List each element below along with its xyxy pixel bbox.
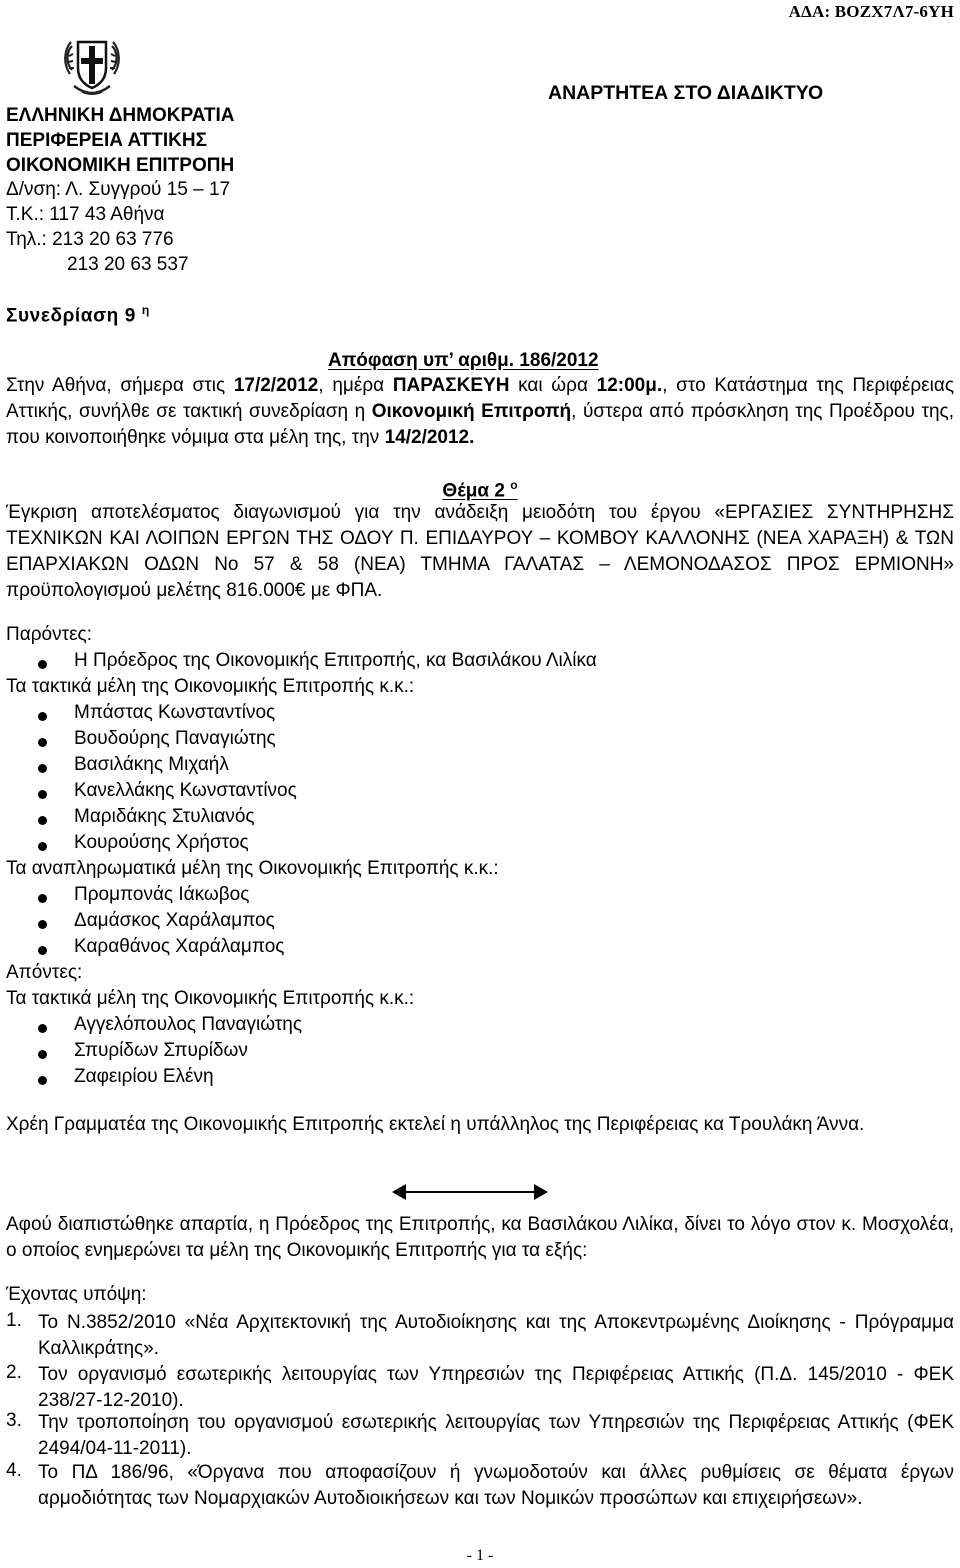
list-item: Κανελλάκης Κωνσταντίνος	[74, 780, 297, 801]
topic-title	[0, 478, 960, 502]
list-item: Αγγελόπουλος Παναγιώτης	[74, 1014, 303, 1035]
bullet	[38, 920, 47, 929]
invitation-date: 14/2/2012.	[384, 427, 475, 448]
absent-regular-label: Τα τακτικά μέλη της Οικονομικής Επιτροπής κ.κ.:	[6, 988, 415, 1009]
postcode-line: Τ.Κ.: 117 43 Αθήνα	[6, 204, 165, 226]
list-item: Μπάστας Κωνσταντίνος	[74, 702, 276, 723]
intro-text-5: , ύστερα από πρόσκληση της Προέδρου της, που κοινοποιήθηκε νόμιμα στα μέλη της, την	[6, 401, 954, 448]
bullet	[38, 1076, 47, 1085]
list-item: Δαμάσκος Χαράλαμπος	[74, 910, 275, 931]
list-item: Μαριδάκης Στυλιανός	[74, 806, 255, 827]
meeting-time: 12:00μ.	[596, 375, 663, 396]
list-item: Βασιλάκης Μιχαήλ	[74, 754, 229, 775]
list-item: Ζαφειρίου Ελένη	[74, 1066, 214, 1087]
bullet	[38, 894, 47, 903]
regular-members-label: Τα τακτικά μέλη της Οικονομικής Επιτροπής κ.κ.:	[6, 676, 415, 697]
considering-item: Την τροποποίηση του οργανισμού εσωτερικής λειτουργίας των Υπηρεσιών της Περιφέρειας Αττικής (ΦΕΚ 2494/04-11-2011).	[38, 1412, 954, 1459]
session-sup: η	[141, 303, 150, 317]
bullet	[38, 1050, 47, 1059]
bullet	[38, 816, 47, 825]
bullet	[38, 1024, 47, 1033]
present-label: Παρόντες:	[6, 624, 92, 645]
decision-number: Απόφαση υπ’ αριθμ. 186/2012	[328, 350, 599, 371]
bullet	[38, 738, 47, 747]
alternate-members-label: Τα αναπληρωματικά μέλη της Οικονομικής Επιτροπής κ.κ.:	[6, 858, 499, 879]
topic-text: Έγκριση αποτελέσματος διαγωνισμού για την ανάδειξη μειοδότη του έργου «ΕΡΓΑΣΙΕΣ ΣΥΝΤΗΡΗΣΗΣ ΤΕΧΝΙΚΩΝ ΚΑΙ ΛΟΙΠΩΝ ΕΡΓΩΝ ΤΗΣ ΟΔΟΥ Π. ΕΠΙΔΑΥΡΟΥ – ΚΟΜΒΟΥ ΚΑΛΛΟΝΗΣ (ΝΕΑ ΧΑΡΑΞΗ) & ΤΩΝ ΕΠΑΡΧΙΑΚΩΝ ΟΔΩΝ Νο 57 & 58 (ΝΕΑ) ΤΜΗΜΑ ΓΑΛΑΤΑΣ – ΛΕΜΟΝΟΔΑΣΟΣ ΠΡΟΣ ΕΡΜΙΟΝΗ» προϋπολογισμού μελέτης 816.000€ με ΦΠΑ.	[6, 502, 954, 601]
meeting-date: 17/2/2012	[233, 375, 319, 396]
intro-paragraph	[6, 373, 954, 451]
considering-item: Το ΠΔ 186/96, «Όργανα που αποφασίζουν ή γνωμοδοτούν και άλλες ρυθμίσεις σε θέματα έργων αρμοδιότητας των Νομαρχιακών Αυτοδιοικήσεων και των Νομικών προσώπων και επιχειρήσεων».	[38, 1462, 954, 1509]
address-line: Δ/νση: Λ. Συγγρού 15 – 17	[6, 179, 231, 201]
list-number: 1.	[6, 1310, 22, 1331]
phone-line-1: Τηλ.: 213 20 63 776	[6, 228, 174, 250]
bullet	[38, 842, 47, 851]
country-name: ΕΛΛΗΝΙΚΗ ΔΗΜΟΚΡΑΤΙΑ	[6, 105, 235, 126]
list-item: Καραθάνος Χαράλαμπος	[74, 936, 285, 957]
list-number: 4.	[6, 1460, 22, 1481]
considering-label: Έχοντας υπόψη:	[6, 1284, 147, 1305]
list-item: Προμπονάς Ιάκωβος	[74, 884, 250, 905]
considering-item: Τον οργανισμό εσωτερικής λειτουργίας των Υπηρεσιών της Περιφέρειας Αττικής (Π.Δ. 145/2010 - ΦΕΚ 238/27-12-2010).	[38, 1364, 954, 1411]
intro-text-4: , στο Κατάστημα της Περιφέρειας Αττικής, συνήλθε σε τακτική συνεδρίαση η	[6, 375, 954, 422]
meeting-day: ΠΑΡΑΣΚΕΥΗ	[392, 375, 510, 396]
list-item: Κουρούσης Χρήστος	[74, 832, 249, 853]
phone-line-2: 213 20 63 537	[67, 253, 189, 275]
bullet	[38, 790, 47, 799]
post-to-web-notice: ΑΝΑΡΤΗΤΕΑ ΣΤΟ ΔΙΑΔΙΚΤΥΟ	[548, 82, 824, 104]
bullet	[38, 660, 47, 669]
region-name: ΠΕΡΙΦΕΡΕΙΑ ΑΤΤΙΚΗΣ	[6, 129, 208, 151]
secretary-paragraph: Χρέη Γραμματέα της Οικονομικής Επιτροπής εκτελεί η υπάλληλος της Περιφέρειας κα Τρουλάκη Άννα.	[6, 1114, 865, 1135]
list-item: Βουδούρης Παναγιώτης	[74, 728, 276, 749]
session-label: Συνεδρίαση 9	[6, 305, 136, 327]
topic-sup: ο	[510, 478, 518, 492]
chair-name: Η Πρόεδρος της Οικονομικής Επιτροπής, κα Βασιλάκου Λιλίκα	[74, 650, 597, 671]
ada-code: ΑΔΑ: ΒΟΖΧ7Λ7-6ΥΗ	[788, 2, 954, 21]
greek-coat-of-arms-icon	[64, 34, 120, 100]
list-number: 2.	[6, 1362, 22, 1383]
intro-text-3: και ώρα	[509, 375, 597, 396]
double-arrow-icon	[390, 1180, 550, 1204]
page-number: - 1 -	[466, 1547, 494, 1564]
absent-label: Απόντες:	[6, 962, 83, 983]
bullet	[38, 764, 47, 773]
intro-text-2: , ημέρα	[318, 375, 393, 396]
list-number: 3.	[6, 1410, 22, 1431]
issuer-header	[6, 104, 234, 278]
intro-text-1: Στην Αθήνα, σήμερα στις	[6, 375, 234, 396]
committee-name: ΟΙΚΟΝΟΜΙΚΗ ΕΠΙΤΡΟΠΗ	[6, 154, 235, 176]
session-number	[6, 303, 150, 327]
bullet	[38, 712, 47, 721]
committee-ref: Οικονομική Επιτροπή	[371, 401, 572, 422]
considering-item: Το Ν.3852/2010 «Νέα Αρχιτεκτονική της Αυτοδιοίκησης και της Αποκεντρωμένης Διοίκησης - Πρόγραμμα Καλλικράτης».	[38, 1312, 954, 1359]
list-item: Σπυρίδων Σπυρίδων	[74, 1040, 248, 1061]
quorum-paragraph: Αφού διαπιστώθηκε απαρτία, η Πρόεδρος της Επιτροπής, κα Βασιλάκου Λιλίκα, δίνει το λόγο στον κ. Μοσχολέα, ο οποίος ενημερώνει τα μέλη της Οικονομικής Επιτροπής για τα εξής:	[6, 1214, 954, 1261]
topic-label: Θέμα 2	[442, 480, 505, 502]
bullet	[38, 946, 47, 955]
